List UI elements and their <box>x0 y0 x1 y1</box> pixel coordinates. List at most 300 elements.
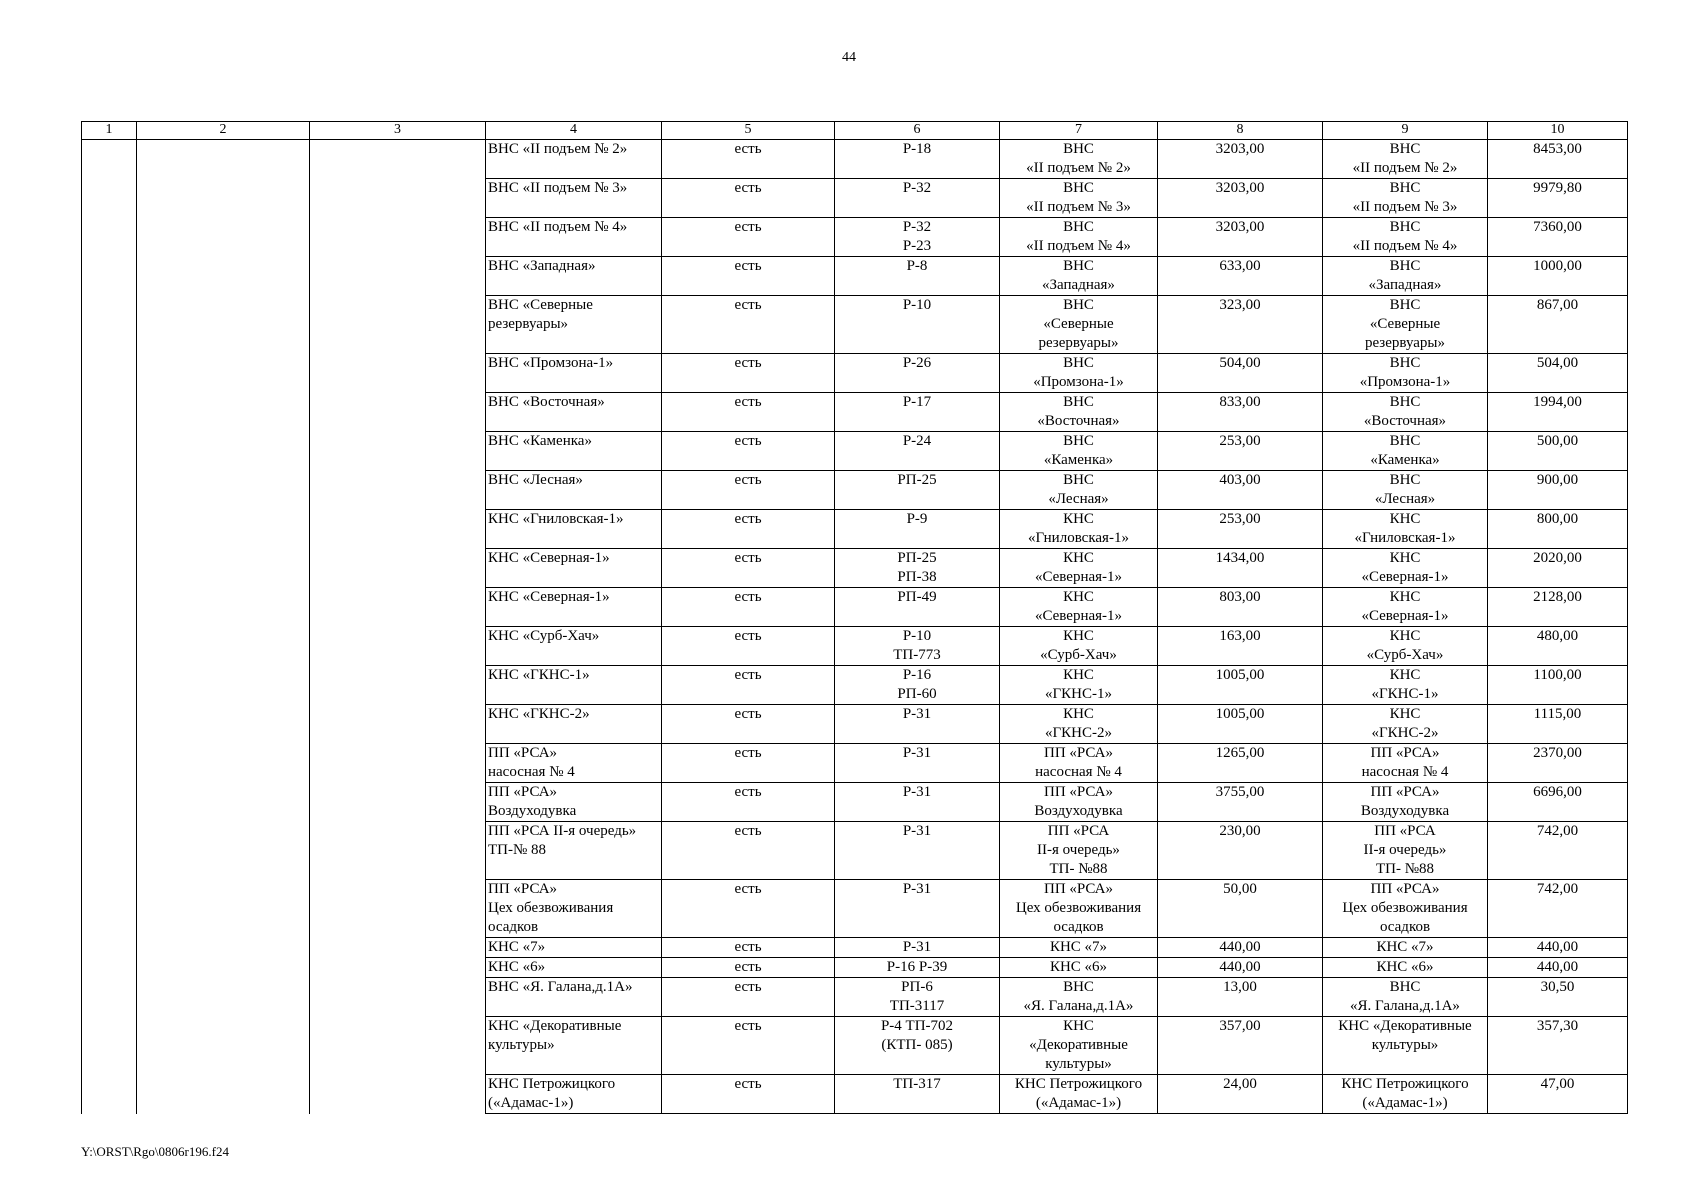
footer-file-path: Y:\ORST\Rgo\0806r196.f24 <box>81 1144 229 1159</box>
availability-cell: есть <box>662 510 835 549</box>
value-cell-col8: 3755,00 <box>1158 783 1323 822</box>
consumer-cell-col9 <box>1323 354 1488 393</box>
consumer-cell-col9 <box>1323 783 1488 822</box>
object-name-cell-line: КНС Петрожицкого <box>488 1076 616 1092</box>
feeder-cell <box>835 666 1000 705</box>
value-cell-col10: 742,00 <box>1488 822 1628 880</box>
consumer-cell-line: ВНС <box>1063 472 1094 488</box>
object-name-cell <box>486 393 662 432</box>
data-table <box>81 121 1628 1114</box>
feeder-cell <box>835 783 1000 822</box>
feeder-cell-line: РП-25 <box>897 550 937 566</box>
consumer-cell-line: ВНС <box>1063 433 1094 449</box>
availability-cell: есть <box>662 296 835 354</box>
consumer-cell-col9 <box>1323 218 1488 257</box>
feeder-cell <box>835 218 1000 257</box>
value-cell-col8: 24,00 <box>1158 1075 1323 1114</box>
feeder-cell <box>835 705 1000 744</box>
feeder-cell <box>835 1075 1000 1114</box>
consumer-cell-col9 <box>1323 627 1488 666</box>
consumer-cell-line: КНС «6» <box>1049 959 1108 975</box>
consumer-cell-line: «Гниловская-1» <box>1028 530 1129 546</box>
consumer-cell-line: ВНС <box>1063 180 1094 196</box>
consumer-cell <box>1000 744 1158 783</box>
consumer-cell-line: КНС Петрожицкого <box>1014 1076 1143 1092</box>
consumer-cell-line: осадков <box>1053 919 1104 935</box>
table-body <box>82 140 1628 1114</box>
feeder-cell-line: Р-31 <box>902 881 932 897</box>
consumer-cell-col9-line: «Лесная» <box>1374 491 1436 507</box>
consumer-cell-col9-line: ВНС <box>1389 180 1421 196</box>
consumer-cell-line: резервуары» <box>1038 335 1119 351</box>
feeder-cell-line: Р-16 <box>902 667 932 683</box>
consumer-cell-col9 <box>1323 257 1488 296</box>
consumer-cell-col9 <box>1323 140 1488 179</box>
consumer-cell-line: КНС «7» <box>1049 939 1108 955</box>
consumer-cell-line: «Лесная» <box>1048 491 1109 507</box>
consumer-cell-line: ВНС <box>1063 258 1094 274</box>
consumer-cell-line: КНС <box>1063 667 1094 683</box>
object-name-cell-line: ПП «РСА II-я очередь» <box>488 823 637 839</box>
empty-cell-col3 <box>310 140 486 1114</box>
feeder-cell <box>835 1017 1000 1075</box>
consumer-cell <box>1000 978 1158 1017</box>
consumer-cell-line: («Адамас-1») <box>1035 1095 1122 1111</box>
consumer-cell-line: «Западная» <box>1042 277 1115 293</box>
consumer-cell-line: «Восточная» <box>1037 413 1120 429</box>
consumer-cell-col9-line: ВНС <box>1389 258 1421 274</box>
consumer-cell-line: II-я очередь» <box>1037 842 1120 858</box>
object-name-cell <box>486 666 662 705</box>
availability-cell: есть <box>662 938 835 958</box>
consumer-cell-col9 <box>1323 1075 1488 1114</box>
value-cell-col8: 403,00 <box>1158 471 1323 510</box>
consumer-cell-col9-line: культуры» <box>1371 1037 1439 1053</box>
feeder-cell <box>835 627 1000 666</box>
feeder-cell <box>835 432 1000 471</box>
consumer-cell-line: «II подъем № 3» <box>1026 199 1131 215</box>
consumer-cell-col9-line: ВНС <box>1389 355 1421 371</box>
availability-cell: есть <box>662 588 835 627</box>
object-name-cell-line: ПП «РСА» <box>488 784 558 800</box>
consumer-cell-col9-line: ВНС <box>1389 394 1421 410</box>
object-name-cell-line: культуры» <box>488 1037 555 1053</box>
feeder-cell-line: РП-60 <box>897 686 937 702</box>
availability-cell: есть <box>662 744 835 783</box>
column-header: 10 <box>1488 122 1628 140</box>
object-name-cell-line: КНС «Гниловская-1» <box>488 511 624 527</box>
consumer-cell-col9-line: «Восточная» <box>1363 413 1447 429</box>
object-name-cell-line: ВНС «Северные <box>488 297 593 313</box>
consumer-cell-col9-line: «Гниловская-1» <box>1354 530 1456 546</box>
object-name-cell <box>486 978 662 1017</box>
consumer-cell <box>1000 510 1158 549</box>
value-cell-col8: 13,00 <box>1158 978 1323 1017</box>
object-name-cell-line: Цех обезвоживания <box>488 900 614 916</box>
feeder-cell <box>835 140 1000 179</box>
object-name-cell <box>486 627 662 666</box>
consumer-cell <box>1000 140 1158 179</box>
value-cell-col8: 3203,00 <box>1158 140 1323 179</box>
feeder-cell-line: Р-10 <box>902 297 932 313</box>
feeder-cell <box>835 179 1000 218</box>
value-cell-col10: 8453,00 <box>1488 140 1628 179</box>
feeder-cell <box>835 257 1000 296</box>
consumer-cell-col9 <box>1323 938 1488 958</box>
consumer-cell <box>1000 296 1158 354</box>
consumer-cell-col9-line: «Промзона-1» <box>1359 374 1451 390</box>
object-name-cell-line: ВНС «Западная» <box>488 258 596 274</box>
consumer-cell <box>1000 938 1158 958</box>
value-cell-col8: 833,00 <box>1158 393 1323 432</box>
column-header: 7 <box>1000 122 1158 140</box>
consumer-cell <box>1000 958 1158 978</box>
value-cell-col8: 230,00 <box>1158 822 1323 880</box>
feeder-cell-line: Р-24 <box>902 433 932 449</box>
consumer-cell <box>1000 1075 1158 1114</box>
page-number: 44 <box>842 50 856 65</box>
consumer-cell-line: ВНС <box>1063 297 1094 313</box>
consumer-cell-col9-line: «II подъем № 4» <box>1352 238 1458 254</box>
value-cell-col10: 1000,00 <box>1488 257 1628 296</box>
availability-cell: есть <box>662 549 835 588</box>
object-name-cell <box>486 783 662 822</box>
column-header: 3 <box>310 122 486 140</box>
object-name-cell-line: КНС «6» <box>488 959 546 975</box>
consumer-cell-col9-line: ТП- №88 <box>1375 861 1435 877</box>
consumer-cell-line: ВНС <box>1063 141 1094 157</box>
feeder-cell <box>835 510 1000 549</box>
consumer-cell-col9-line: КНС «6» <box>1376 959 1434 975</box>
consumer-cell <box>1000 705 1158 744</box>
availability-cell: есть <box>662 958 835 978</box>
object-name-cell-line: ПП «РСА» <box>488 745 558 761</box>
consumer-cell-col9 <box>1323 588 1488 627</box>
consumer-cell-col9 <box>1323 393 1488 432</box>
feeder-cell <box>835 588 1000 627</box>
feeder-cell-line: РП-6 <box>901 979 933 995</box>
consumer-cell-line: ВНС <box>1063 219 1094 235</box>
feeder-cell <box>835 958 1000 978</box>
object-name-cell-line: резервуары» <box>488 316 569 332</box>
object-name-cell <box>486 1017 662 1075</box>
consumer-cell-col9-line: КНС <box>1389 511 1421 527</box>
consumer-cell <box>1000 627 1158 666</box>
object-name-cell-line: КНС «Северная-1» <box>488 550 610 566</box>
object-name-cell <box>486 705 662 744</box>
consumer-cell-col9-line: ВНС <box>1389 297 1421 313</box>
consumer-cell-line: «ГКНС-1» <box>1044 686 1112 702</box>
consumer-cell-col9-line: резервуары» <box>1364 335 1446 351</box>
consumer-cell-col9-line: ПП «РСА» <box>1370 881 1440 897</box>
object-name-cell <box>486 140 662 179</box>
object-name-cell-line: осадков <box>488 919 539 935</box>
value-cell-col10: 1115,00 <box>1488 705 1628 744</box>
object-name-cell <box>486 354 662 393</box>
column-header: 8 <box>1158 122 1323 140</box>
consumer-cell-line: «Северная-1» <box>1034 608 1123 624</box>
value-cell-col10: 480,00 <box>1488 627 1628 666</box>
object-name-cell-line: КНС «ГКНС-1» <box>488 667 590 683</box>
object-name-cell-line: ВНС «II подъем № 2» <box>488 141 628 157</box>
feeder-cell-line: Р-8 <box>906 258 928 274</box>
feeder-cell-line: Р-31 <box>902 823 932 839</box>
consumer-cell-col9 <box>1323 1017 1488 1075</box>
object-name-cell <box>486 588 662 627</box>
consumer-cell-line: «Каменка» <box>1043 452 1114 468</box>
feeder-cell-line: Р-10 <box>902 628 932 644</box>
consumer-cell-line: «Сурб-Хач» <box>1040 647 1117 663</box>
object-name-cell-line: («Адамас-1») <box>488 1095 574 1111</box>
consumer-cell-col9-line: «ГКНС-1» <box>1371 686 1439 702</box>
value-cell-col8: 253,00 <box>1158 510 1323 549</box>
consumer-cell-line: «Промзона-1» <box>1033 374 1124 390</box>
consumer-cell-line: насосная № 4 <box>1035 764 1122 780</box>
data-table-container <box>81 121 1627 1114</box>
consumer-cell-line: «II подъем № 4» <box>1026 238 1131 254</box>
consumer-cell-line: ПП «РСА» <box>1043 745 1114 761</box>
feeder-cell-line: Р-18 <box>902 141 932 157</box>
object-name-cell-line: КНС «7» <box>488 939 546 955</box>
consumer-cell-line: ТП- №88 <box>1049 861 1108 877</box>
feeder-cell <box>835 549 1000 588</box>
consumer-cell-line: ВНС <box>1063 355 1094 371</box>
availability-cell: есть <box>662 140 835 179</box>
consumer-cell-col9-line: ПП «РСА» <box>1370 784 1440 800</box>
column-number-row <box>82 122 1628 140</box>
consumer-cell-line: «Северные <box>1043 316 1114 332</box>
feeder-cell-line: Р-31 <box>902 706 932 722</box>
consumer-cell-col9-line: ВНС <box>1389 219 1421 235</box>
consumer-cell <box>1000 179 1158 218</box>
consumer-cell-line: ПП «РСА <box>1047 823 1110 839</box>
object-name-cell-line: КНС «Северная-1» <box>488 589 610 605</box>
consumer-cell-col9 <box>1323 432 1488 471</box>
consumer-cell <box>1000 783 1158 822</box>
consumer-cell <box>1000 471 1158 510</box>
feeder-cell-line: ТП-317 <box>893 1076 941 1092</box>
column-header: 5 <box>662 122 835 140</box>
consumer-cell-col9-line: («Адамас-1») <box>1362 1095 1448 1111</box>
value-cell-col8: 253,00 <box>1158 432 1323 471</box>
column-header: 2 <box>137 122 310 140</box>
consumer-cell-col9 <box>1323 666 1488 705</box>
consumer-cell-col9-line: «Северная-1» <box>1361 569 1449 585</box>
object-name-cell-line: КНС «Декоративные <box>488 1018 622 1034</box>
feeder-cell <box>835 880 1000 938</box>
consumer-cell-line: ПП «РСА» <box>1043 784 1114 800</box>
object-name-cell-line: насосная № 4 <box>488 764 575 780</box>
consumer-cell <box>1000 666 1158 705</box>
value-cell-col8: 504,00 <box>1158 354 1323 393</box>
value-cell-col10: 900,00 <box>1488 471 1628 510</box>
object-name-cell-line: КНС «Сурб-Хач» <box>488 628 600 644</box>
value-cell-col10: 440,00 <box>1488 938 1628 958</box>
availability-cell: есть <box>662 1017 835 1075</box>
value-cell-col8: 440,00 <box>1158 938 1323 958</box>
object-name-cell-line: ВНС «Восточная» <box>488 394 605 410</box>
consumer-cell-line: ПП «РСА» <box>1043 881 1114 897</box>
empty-cell-col1 <box>82 140 137 1114</box>
consumer-cell-col9-line: ПП «РСА» <box>1370 745 1440 761</box>
consumer-cell-line: «ГКНС-2» <box>1044 725 1112 741</box>
value-cell-col8: 50,00 <box>1158 880 1323 938</box>
object-name-cell <box>486 1075 662 1114</box>
object-name-cell-line: ТП-№ 88 <box>488 842 547 858</box>
feeder-cell-line: РП-25 <box>897 472 937 488</box>
consumer-cell-col9 <box>1323 978 1488 1017</box>
feeder-cell-line: Р-31 <box>902 784 932 800</box>
object-name-cell-line: ВНС «Промзона-1» <box>488 355 614 371</box>
consumer-cell-line: КНС <box>1063 706 1094 722</box>
consumer-cell-col9-line: КНС <box>1389 550 1421 566</box>
object-name-cell-line: ВНС «II подъем № 3» <box>488 180 628 196</box>
feeder-cell-line: Р-4 ТП-702 <box>880 1018 954 1034</box>
value-cell-col8: 357,00 <box>1158 1017 1323 1075</box>
value-cell-col10: 357,30 <box>1488 1017 1628 1075</box>
consumer-cell <box>1000 549 1158 588</box>
consumer-cell <box>1000 257 1158 296</box>
feeder-cell-line: ТП-3117 <box>889 998 945 1014</box>
feeder-cell-line: Р-32 <box>902 180 932 196</box>
value-cell-col10: 504,00 <box>1488 354 1628 393</box>
object-name-cell <box>486 432 662 471</box>
value-cell-col10: 867,00 <box>1488 296 1628 354</box>
consumer-cell-col9-line: «Западная» <box>1368 277 1442 293</box>
consumer-cell-col9-line: ВНС <box>1389 141 1421 157</box>
availability-cell: есть <box>662 880 835 938</box>
feeder-cell-line: Р-31 <box>902 939 932 955</box>
value-cell-col10: 1994,00 <box>1488 393 1628 432</box>
object-name-cell-line: ВНС «Лесная» <box>488 472 583 488</box>
column-header: 1 <box>82 122 137 140</box>
availability-cell: есть <box>662 257 835 296</box>
consumer-cell-col9 <box>1323 880 1488 938</box>
value-cell-col10: 742,00 <box>1488 880 1628 938</box>
object-name-cell <box>486 471 662 510</box>
value-cell-col8: 1005,00 <box>1158 666 1323 705</box>
consumer-cell-line: ВНС <box>1063 979 1094 995</box>
consumer-cell-col9 <box>1323 510 1488 549</box>
consumer-cell-col9-line: Цех обезвоживания <box>1342 900 1468 916</box>
consumer-cell <box>1000 822 1158 880</box>
feeder-cell <box>835 296 1000 354</box>
consumer-cell-col9-line: ВНС <box>1389 433 1421 449</box>
value-cell-col8: 3203,00 <box>1158 179 1323 218</box>
consumer-cell-col9-line: «II подъем № 3» <box>1352 199 1458 215</box>
value-cell-col8: 440,00 <box>1158 958 1323 978</box>
column-header: 4 <box>486 122 662 140</box>
object-name-cell-line: ВНС «Я. Галана,д.1А» <box>488 979 633 995</box>
object-name-cell-line: ВНС «Каменка» <box>488 433 592 449</box>
feeder-cell-line: ТП-773 <box>893 647 941 663</box>
feeder-cell <box>835 393 1000 432</box>
consumer-cell <box>1000 588 1158 627</box>
consumer-cell <box>1000 880 1158 938</box>
consumer-cell-col9 <box>1323 705 1488 744</box>
availability-cell: есть <box>662 393 835 432</box>
availability-cell: есть <box>662 705 835 744</box>
consumer-cell-line: КНС <box>1063 628 1094 644</box>
consumer-cell-line: «Северная-1» <box>1034 569 1123 585</box>
object-name-cell <box>486 296 662 354</box>
consumer-cell-line: ВНС <box>1063 394 1094 410</box>
consumer-cell-col9-line: «Я. Галана,д.1А» <box>1350 998 1460 1014</box>
value-cell-col10: 2128,00 <box>1488 588 1628 627</box>
feeder-cell <box>835 978 1000 1017</box>
object-name-cell-line: КНС «ГКНС-2» <box>488 706 590 722</box>
consumer-cell-line: КНС <box>1063 511 1094 527</box>
consumer-cell-col9-line: «Сурб-Хач» <box>1366 647 1444 663</box>
feeder-cell-line: Р-23 <box>902 238 932 254</box>
consumer-cell-col9-line: «Северная-1» <box>1361 608 1449 624</box>
object-name-cell <box>486 218 662 257</box>
object-name-cell <box>486 257 662 296</box>
consumer-cell-col9 <box>1323 296 1488 354</box>
value-cell-col8: 1265,00 <box>1158 744 1323 783</box>
consumer-cell-col9-line: насосная № 4 <box>1361 764 1449 780</box>
availability-cell: есть <box>662 783 835 822</box>
object-name-cell-line: Воздуходувка <box>488 803 577 819</box>
consumer-cell-col9-line: КНС <box>1389 667 1421 683</box>
consumer-cell-col9 <box>1323 179 1488 218</box>
consumer-cell-col9 <box>1323 958 1488 978</box>
feeder-cell <box>835 744 1000 783</box>
value-cell-col10: 2020,00 <box>1488 549 1628 588</box>
value-cell-col8: 1434,00 <box>1158 549 1323 588</box>
object-name-cell <box>486 958 662 978</box>
consumer-cell <box>1000 354 1158 393</box>
feeder-cell-line: Р-32 <box>902 219 932 235</box>
consumer-cell-line: «Я. Галана,д.1А» <box>1023 998 1134 1014</box>
column-header: 6 <box>835 122 1000 140</box>
feeder-cell-line: РП-38 <box>897 569 937 585</box>
consumer-cell <box>1000 1017 1158 1075</box>
consumer-cell-line: КНС <box>1063 589 1094 605</box>
object-name-cell <box>486 179 662 218</box>
availability-cell: есть <box>662 1075 835 1114</box>
feeder-cell-line: Р-17 <box>902 394 932 410</box>
consumer-cell-line: культуры» <box>1045 1056 1112 1072</box>
consumer-cell-col9 <box>1323 471 1488 510</box>
availability-cell: есть <box>662 471 835 510</box>
availability-cell: есть <box>662 978 835 1017</box>
consumer-cell-col9-line: «Северные <box>1369 316 1441 332</box>
feeder-cell <box>835 938 1000 958</box>
object-name-cell-line: ПП «РСА» <box>488 881 558 897</box>
consumer-cell-col9-line: «II подъем № 2» <box>1352 160 1458 176</box>
value-cell-col10: 47,00 <box>1488 1075 1628 1114</box>
consumer-cell <box>1000 393 1158 432</box>
feeder-cell <box>835 471 1000 510</box>
consumer-cell-col9-line: «Каменка» <box>1370 452 1440 468</box>
value-cell-col8: 633,00 <box>1158 257 1323 296</box>
consumer-cell-col9 <box>1323 822 1488 880</box>
consumer-cell-col9 <box>1323 549 1488 588</box>
consumer-cell-line: Воздуходувка <box>1034 803 1123 819</box>
value-cell-col10: 30,50 <box>1488 978 1628 1017</box>
value-cell-col10: 7360,00 <box>1488 218 1628 257</box>
consumer-cell-col9-line: КНС «Декоративные <box>1338 1018 1472 1034</box>
value-cell-col10: 1100,00 <box>1488 666 1628 705</box>
object-name-cell <box>486 744 662 783</box>
availability-cell: есть <box>662 218 835 257</box>
consumer-cell-col9-line: «ГКНС-2» <box>1371 725 1439 741</box>
consumer-cell-col9-line: ПП «РСА <box>1374 823 1436 839</box>
object-name-cell <box>486 549 662 588</box>
consumer-cell <box>1000 218 1158 257</box>
value-cell-col10: 500,00 <box>1488 432 1628 471</box>
